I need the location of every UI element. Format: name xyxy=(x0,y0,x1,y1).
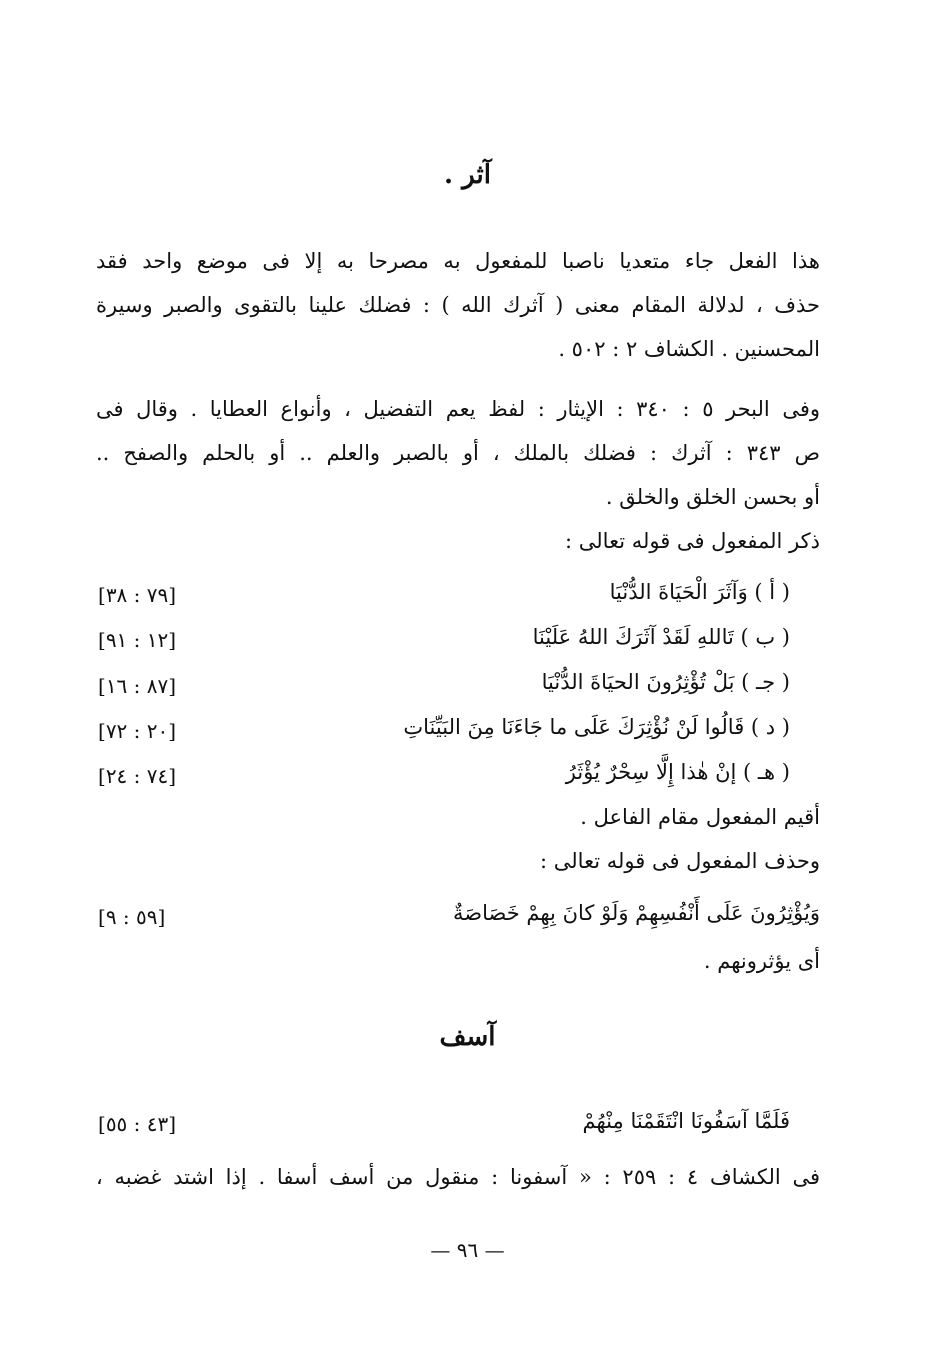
para1-line-3: المحسنين . الكشاف ٢ : ٥٠٢ . xyxy=(558,337,820,361)
para1-line-1: هذا الفعل جاء متعديا ناصبا للمفعول به مصرحا به إلا فى موضع واحد فقد xyxy=(96,249,820,273)
verse-d-ref: [٢٠ : ٧٢] xyxy=(98,719,177,743)
omitted-verse: وَيُؤْثِرُونَ عَلَى أَنْفُسِهِمْ وَلَوْ كانَ بِهِمْ خَصَاصَةٌ xyxy=(453,901,820,925)
verse-b: ( ب ) تَاللهِ لَقَدْ آثَرَكَ اللهُ عَلَيْنَا xyxy=(532,625,790,649)
asafa-verse-ref: [٤٣ : ٥٥] xyxy=(98,1112,177,1136)
para1-line-2: حذف ، لدلالة المقام معنى ( آثرك الله ) : فضلك علينا بالتقوى والصبر وسيرة xyxy=(96,293,820,317)
verse-d: ( د ) قَالُوا لَنْ نُؤْثِرَكَ عَلَى ما جَاءَنَا مِنَ البَيِّنَاتِ xyxy=(403,715,790,739)
para2-line-2: ص ٣٤٣ : آثرك : فضلك بالملك ، أو بالصبر والعلم .. أو بالحلم والصفح .. xyxy=(96,441,820,465)
verse-b-ref: [١٢ : ٩١] xyxy=(98,628,177,652)
verse-e: ( هـ ) إنْ هٰذا إِلَّا سِحْرٌ يُؤْثَرُ xyxy=(565,760,790,784)
para2-line-1: وفى البحر ٥ : ٣٤٠ : الإيثار : لفظ يعم التفضيل ، وأنواع العطايا . وقال فى xyxy=(96,397,820,421)
asafa-note: فى الكشاف ٤ : ٢٥٩ : « آسفونا : منقول من أسف أسفا . إذا اشتد غضبه ، xyxy=(96,1165,820,1189)
page-number: — ٩٦ — xyxy=(430,1238,505,1262)
passive-note: أقيم المفعول مقام الفاعل . xyxy=(580,805,820,829)
intro-mentioned-object: ذكر المفعول فى قوله تعالى : xyxy=(565,529,820,553)
asafa-verse: فَلَمَّا آسَفُونَا انْتَقَمْنَا مِنْهُمْ xyxy=(582,1109,790,1133)
omitted-verse-ref: [٥٩ : ٩] xyxy=(98,905,166,929)
entry-title-athara: آثر . xyxy=(444,160,491,190)
verse-c-ref: [٨٧ : ١٦] xyxy=(98,674,177,698)
verse-a-ref: [٧٩ : ٣٨] xyxy=(98,583,177,607)
verse-e-ref: [٧٤ : ٢٤] xyxy=(98,764,177,788)
para2-line-3: أو بحسن الخلق والخلق . xyxy=(605,485,820,509)
intro-omitted-object: وحذف المفعول فى قوله تعالى : xyxy=(540,849,820,873)
entry-title-asafa: آسف xyxy=(439,1022,496,1052)
omitted-note: أى يؤثرونهم . xyxy=(703,949,820,973)
verse-c: ( جـ ) بَلْ تُؤْثِرُونَ الحيَاةَ الدُّنْيَا xyxy=(541,670,790,694)
verse-a: ( أ ) وَآثَرَ الْحَيَاةَ الدُّنْيَا xyxy=(609,580,790,604)
